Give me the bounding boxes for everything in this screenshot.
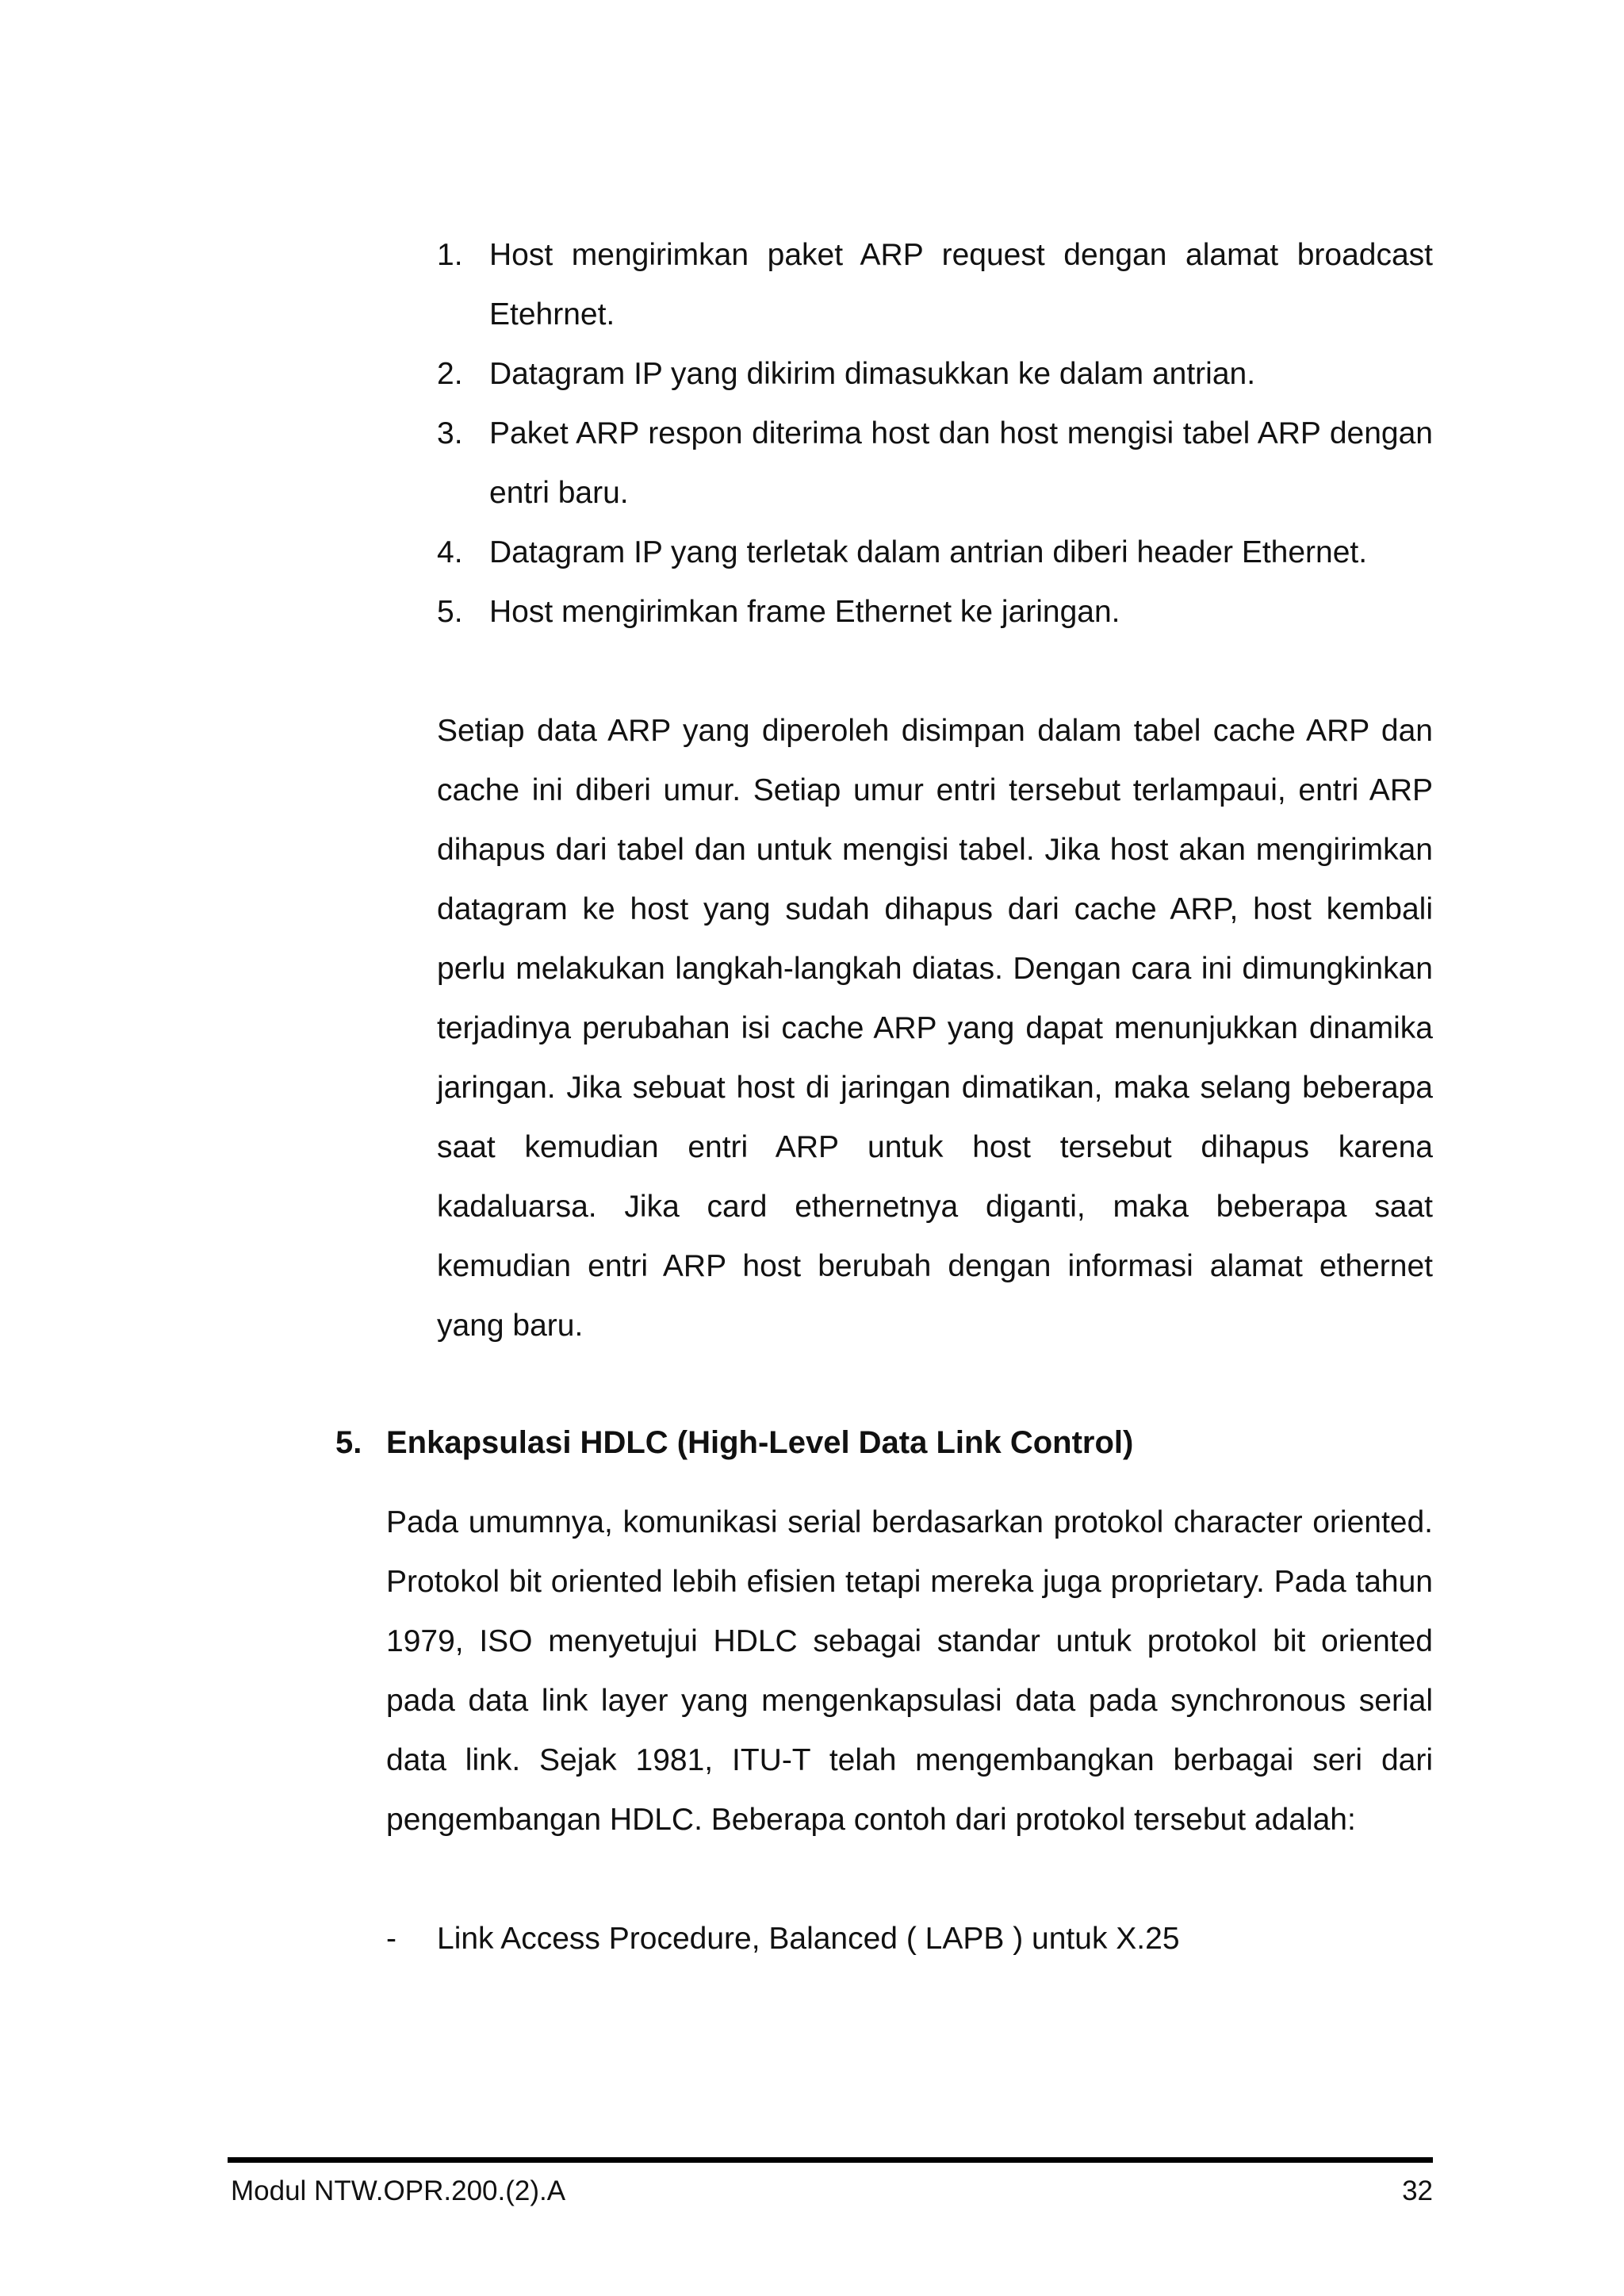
section-number: 5.: [335, 1425, 362, 1460]
list-item-text: Link Access Procedure, Balanced ( LAPB ) untuk X.25: [437, 1922, 1180, 1956]
list-item-number: 4.: [437, 535, 463, 569]
list-item-text: Host mengirimkan frame Ethernet ke jaringan.: [489, 595, 1120, 629]
protocol-examples-list: [386, 1909, 1433, 1968]
list-item: [437, 404, 1433, 523]
list-item: [437, 523, 1433, 582]
module-code: Modul NTW.OPR.200.(2).A: [231, 2175, 566, 2206]
list-item-number: 3.: [437, 416, 463, 450]
list-item: [437, 225, 1433, 344]
list-item-number: 5.: [437, 595, 463, 629]
list-item-text: Datagram IP yang terletak dalam antrian diberi header Ethernet.: [489, 535, 1368, 569]
footer-divider: [228, 2157, 1433, 2163]
list-item-number: 2.: [437, 357, 463, 391]
hdlc-paragraph: Pada umumnya, komunikasi serial berdasarkan protokol character oriented. Protokol bit oriented lebih efisien tetapi mereka juga proprietary. Pada tahun 1979, ISO menyetujui HDLC sebagai standar untuk protokol bit oriented pada data link layer yang mengenkapsulasi data pada synchronous serial data link. Sejak 1981, ITU-T telah mengembangkan berbagai seri dari pengembangan HDLC. Beberapa contoh dari protokol tersebut adalah:: [386, 1505, 1433, 1837]
list-item-text: Paket ARP respon diterima host dan host mengisi tabel ARP dengan entri baru.: [489, 416, 1433, 510]
page-number: 32: [1402, 2175, 1433, 2206]
section-title: Enkapsulasi HDLC (High-Level Data Link Control): [386, 1425, 1134, 1460]
arp-cache-paragraph: Setiap data ARP yang diperoleh disimpan dalam tabel cache ARP dan cache ini diberi umur. Setiap umur entri tersebut terlampaui, entri ARP dihapus dari tabel dan untuk mengisi tabel. Jika host akan mengirimkan datagram ke host yang sudah dihapus dari cache ARP, host kembali perlu melakukan langkah-langkah diatas. Dengan cara ini dimungkinkan terjadinya perubahan isi cache ARP yang dapat menunjukkan dinamika jaringan. Jika sebuat host di jaringan dimatikan, maka selang beberapa saat kemudian entri ARP untuk host tersebut dihapus karena kadaluarsa. Jika card ethernetnya diganti, maka beberapa saat kemudian entri ARP host berubah dengan informasi alamat ethernet yang baru.: [437, 714, 1433, 1343]
list-item: [437, 344, 1433, 404]
arp-steps-list: [437, 225, 1433, 642]
dash-bullet: -: [386, 1922, 396, 1956]
list-item-number: 1.: [437, 238, 463, 272]
list-item-text: Datagram IP yang dikirim dimasukkan ke dalam antrian.: [489, 357, 1256, 391]
list-item: [437, 582, 1433, 642]
section-heading: [335, 1413, 1433, 1473]
list-item: [386, 1909, 1433, 1968]
page-footer: [231, 2173, 1433, 2209]
list-item-text: Host mengirimkan paket ARP request dengan alamat broadcast Etehrnet.: [489, 238, 1433, 332]
